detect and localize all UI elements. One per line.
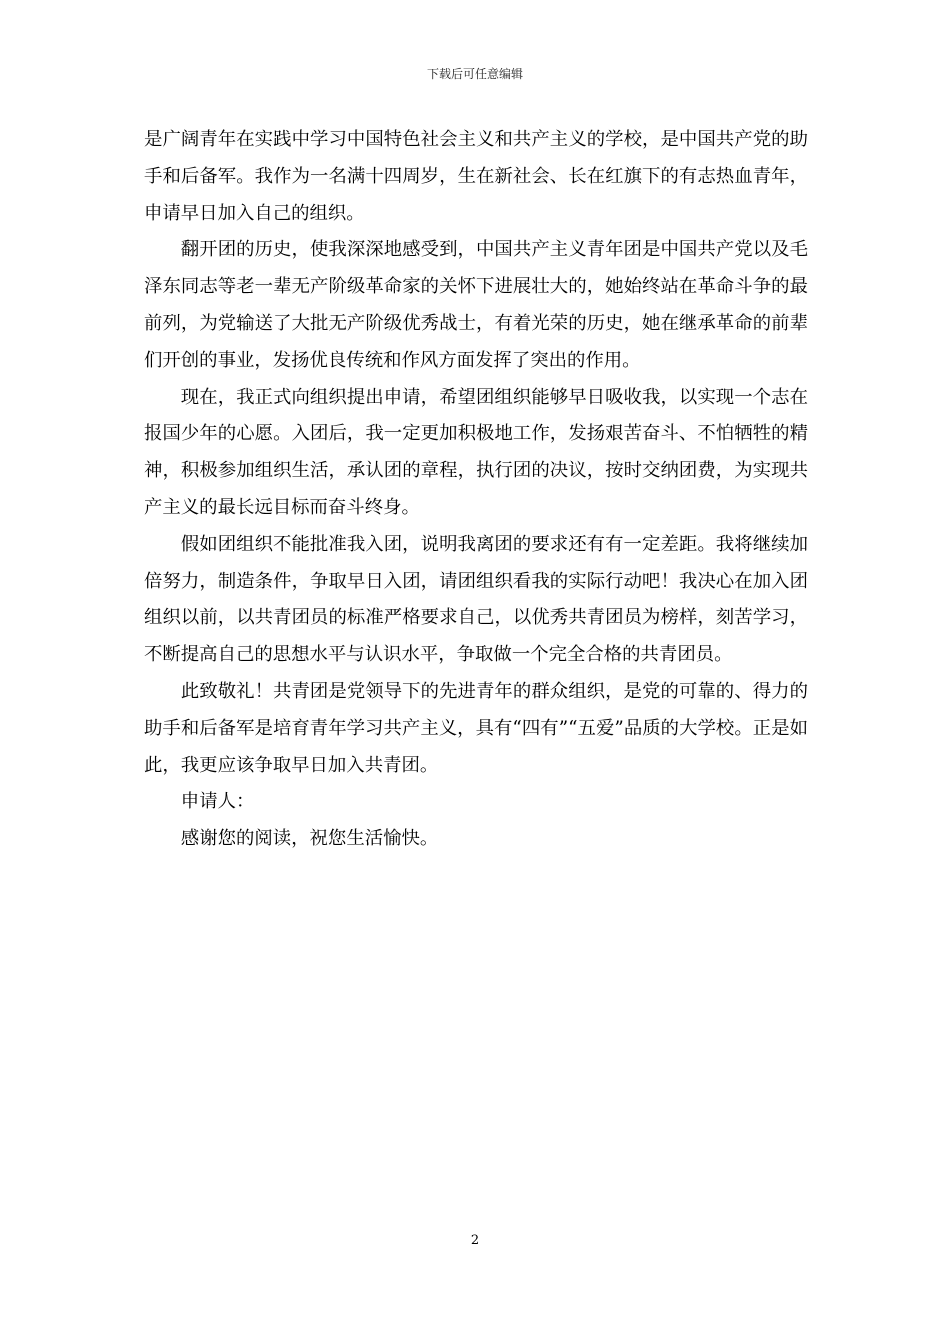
page-number: 2	[470, 1233, 480, 1248]
paragraph: 是广阔青年在实践中学习中国特色社会主义和共产主义的学校，是中国共产党的助手和后备军。我作为一名满十四周岁，生在新社会、长在红旗下的有志热血青年，申请早日加入自己的组织。	[144, 129, 808, 224]
page-header: 下载后可任意编辑	[426, 67, 523, 81]
paragraph: 假如团组织不能批准我入团，说明我离团的要求还有有一定差距。我将继续加倍努力，制造条件，争取早日入团，请团组织看我的实际行动吧！我决心在加入团组织以前，以共青团员的标准严格要求自己，以优秀共青团员为榜样，刻苦学习，不断提高自己的思想水平与认识水平，争取做一个完全合格的共青团员。	[144, 533, 808, 666]
paragraph: 现在，我正式向组织提出申请，希望团组织能够早日吸收我，以实现一个志在报国少年的心愿。入团后，我一定更加积极地工作，发扬艰苦奋斗、不怕牺牲的精神，积极参加组织生活，承认团的章程，执行团的决议，按时交纳团费，为实现共产主义的最长远目标而奋斗终身。	[144, 386, 808, 518]
paragraph: 翻开团的历史，使我深深地感受到，中国共产主义青年团是中国共产党以及毛泽东同志等老一辈无产阶级革命家的关怀下进展壮大的，她始终站在革命斗争的最前列，为党输送了大批无产阶级优秀战士，有着光荣的历史，她在继承革命的前辈们开创的事业，发扬优良传统和作风方面发挥了突出的作用。	[144, 239, 808, 371]
paragraph: 此致敬礼！共青团是党领导下的先进青年的群众组织，是党的可靠的、得力的助手和后备军是培育青年学习共产主义，具有“四有”“五爱”品质的大学校。正是如此，我更应该争取早日加入共青团。	[144, 680, 808, 776]
closing-line: 感谢您的阅读，祝您生活愉快。	[180, 828, 439, 850]
applicant-signature-line: 申请人：	[180, 791, 255, 813]
document-body	[144, 122, 808, 858]
